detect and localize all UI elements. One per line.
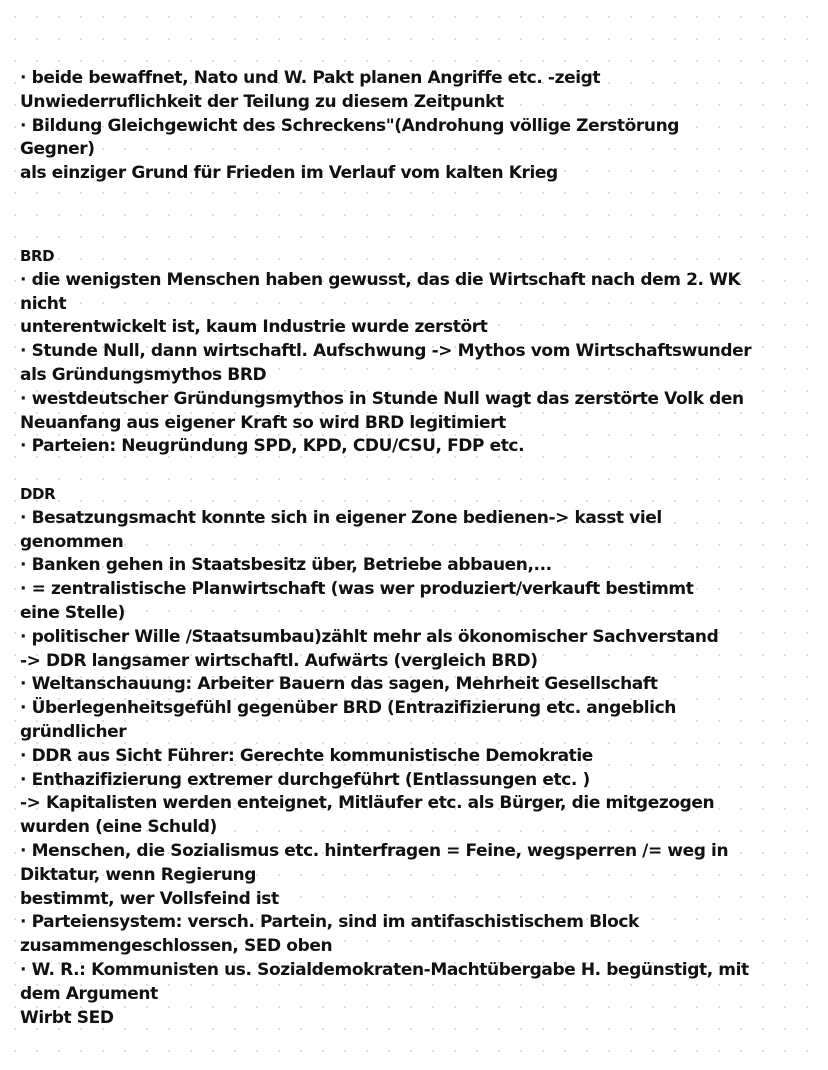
intro-line: Gegner) <box>20 139 95 160</box>
ddr-line: · = zentralistische Planwirtschaft (was wer produziert/verkauft bestimmt <box>20 579 694 600</box>
ddr-line: -> Kapitalisten werden enteignet, Mitläufer etc. als Bürger, die mitgezogen <box>20 793 715 814</box>
ddr-section <box>20 483 810 1030</box>
brd-line: · westdeutscher Gründungsmythos in Stunde Null wagt das zerstörte Volk den <box>20 388 744 409</box>
ddr-line: · Besatzungsmacht konnte sich in eigener Zone bedienen-> kasst viel <box>20 507 662 528</box>
brd-line: · die wenigsten Menschen haben gewusst, das die Wirtschaft nach dem 2. WK <box>20 269 741 290</box>
ddr-line: bestimmt, wer Vollsfeind ist <box>20 888 279 909</box>
ddr-line: -> DDR langsamer wirtschaftl. Aufwärts (vergleich BRD) <box>20 650 538 671</box>
intro-line: · beide bewaffnet, Nato und W. Pakt planen Angriffe etc. -zeigt <box>20 68 601 88</box>
ddr-line: · Menschen, die Sozialismus etc. hinterfragen = Feine, wegsperren /= weg in <box>20 840 729 861</box>
ddr-line: genommen <box>20 531 124 552</box>
ddr-line: · politischer Wille /Staatsumbau)zählt mehr als ökonomischer Sachverstand <box>20 626 719 647</box>
ddr-line: Diktatur, wenn Regierung <box>20 864 256 885</box>
intro-line: als einziger Grund für Frieden im Verlauf vom kalten Krieg <box>20 163 558 184</box>
brd-line: · Stunde Null, dann wirtschaftl. Aufschwung -> Mythos vom Wirtschaftswunder <box>20 341 752 362</box>
ddr-heading: DDR <box>20 485 56 503</box>
ddr-line: · Enthazifizierung extremer durchgeführt (Entlassungen etc. ) <box>20 769 590 790</box>
brd-section <box>20 245 810 459</box>
brd-line: · Parteien: Neugründung SPD, KPD, CDU/CSU, FDP etc. <box>20 436 525 457</box>
intro-line: · Bildung Gleichgewicht des Schreckens"(Androhung völlige Zerstörung <box>20 115 680 136</box>
ddr-line: · W. R.: Kommunisten us. Sozialdemokraten-Machtübergabe H. begünstigt, mit <box>20 959 749 980</box>
ddr-line: · DDR aus Sicht Führer: Gerechte kommunistische Demokratie <box>20 745 593 766</box>
ddr-line: · Überlegenheitsgefühl gegenüber BRD (Entrazifizierung etc. angeblich <box>20 698 676 719</box>
ddr-line: Wirbt SED <box>20 1007 114 1028</box>
ddr-line: dem Argument <box>20 983 158 1004</box>
ddr-line: · Banken gehen in Staatsbesitz über, Betriebe abbauen,... <box>20 555 552 576</box>
brd-line: als Gründungsmythos BRD <box>20 364 267 385</box>
ddr-line: wurden (eine Schuld) <box>20 817 217 838</box>
ddr-line: · Weltanschauung: Arbeiter Bauern das sagen, Mehrheit Gesellschaft <box>20 674 658 695</box>
ddr-line: eine Stelle) <box>20 602 125 623</box>
ddr-line: · Parteiensystem: versch. Partein, sind im antifaschistischem Block <box>20 912 639 933</box>
brd-line: Neuanfang aus eigener Kraft so wird BRD legitimiert <box>20 412 506 433</box>
brd-line: unterentwickelt ist, kaum Industrie wurde zerstört <box>20 317 488 338</box>
brd-heading: BRD <box>20 247 55 265</box>
brd-line: nicht <box>20 293 67 314</box>
intro-section <box>20 67 810 186</box>
intro-line: Unwiederruflichkeit der Teilung zu diesem Zeitpunkt <box>20 91 504 112</box>
ddr-line: zusammengeschlossen, SED oben <box>20 936 333 957</box>
ddr-line: gründlicher <box>20 721 127 742</box>
